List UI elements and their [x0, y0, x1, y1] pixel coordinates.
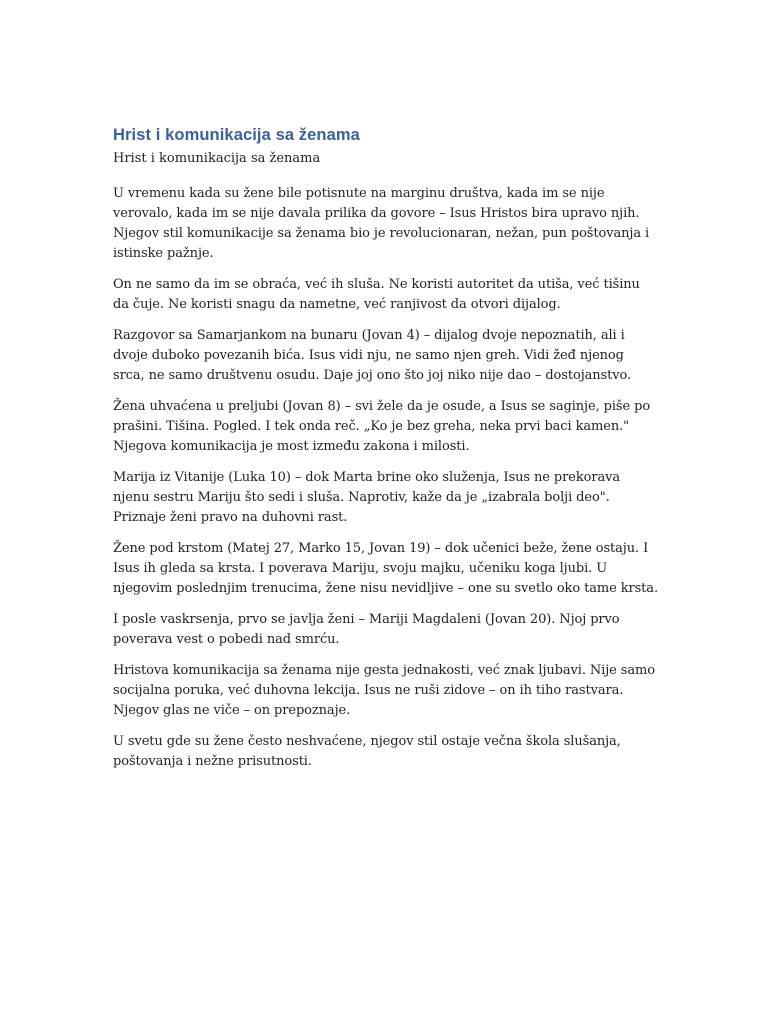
paragraph-3: Razgovor sa Samarjankom na bunaru (Jovan 4) – dijalog dvoje nepoznatih, ali i dvoje duboko povezanih bića. Isus vidi nju, ne samo njen greh. Vidi žeđ njenog srca, ne samo društvenu osudu. Daje joj ono što joj niko nije dao – dostojanstvo. — [113, 328, 632, 383]
paragraph-7: I posle vaskrsenja, prvo se javlja ženi – Mariji Magdaleni (Jovan 20). Njoj prvo poverava vest o pobedi nad smrću. — [113, 612, 620, 647]
document-heading: Hrist i komunikacija sa ženama — [113, 126, 360, 144]
paragraph-6: Žene pod krstom (Matej 27, Marko 15, Jovan 19) – dok učenici beže, žene ostaju. I Isus ih gleda sa krsta. I poverava Mariju, svoju majku, učeniku koga ljubi. U njegovim poslednjim trenucima, žene nisu nevidljive – one su svetlo oko tame krsta. — [113, 541, 658, 596]
paragraph-8: Hristova komunikacija sa ženama nije gesta jednakosti, već znak ljubavi. Nije samo socijalna poruka, već duhovna lekcija. Isus ne ruši zidove – on ih tiho rastvara. Njegov glas ne viče – on prepoznaje. — [113, 663, 655, 718]
paragraph-5: Marija iz Vitanije (Luka 10) – dok Marta brine oko služenja, Isus ne prekorava njenu sestru Mariju što sedi i sluša. Naprotiv, kaže da je „izabrala bolji deo". Priznaje ženi pravo na duhovni rast. — [113, 470, 621, 525]
paragraph-9: U svetu gde su žene često neshvaćene, njegov stil ostaje večna škola slušanja, poštovanja i nežne prisutnosti. — [113, 734, 621, 769]
document-subtitle: Hrist i komunikacija sa ženama — [113, 151, 321, 166]
paragraph-4: Žena uhvaćena u preljubi (Jovan 8) – svi žele da je osude, a Isus se saginje, piše po prašini. Tišina. Pogled. I tek onda reč. „Ko je bez greha, neka prvi baci kamen." Njegova komunikacija je most između zakona i milosti. — [113, 399, 651, 454]
paragraph-1: U vremenu kada su žene bile potisnute na marginu društva, kada im se nije verovalo, kada im se nije davala prilika da govore – Isus Hristos bira upravo njih. Njegov stil komunikacije sa ženama bio je revolucionaran, nežan, pun poštovanja i istinske pažnje. — [113, 186, 650, 261]
paragraph-2: On ne samo da im se obraća, već ih sluša. Ne koristi autoritet da utiša, već tišinu da čuje. Ne koristi snagu da nametne, već ranjivost da otvori dijalog. — [113, 277, 640, 312]
